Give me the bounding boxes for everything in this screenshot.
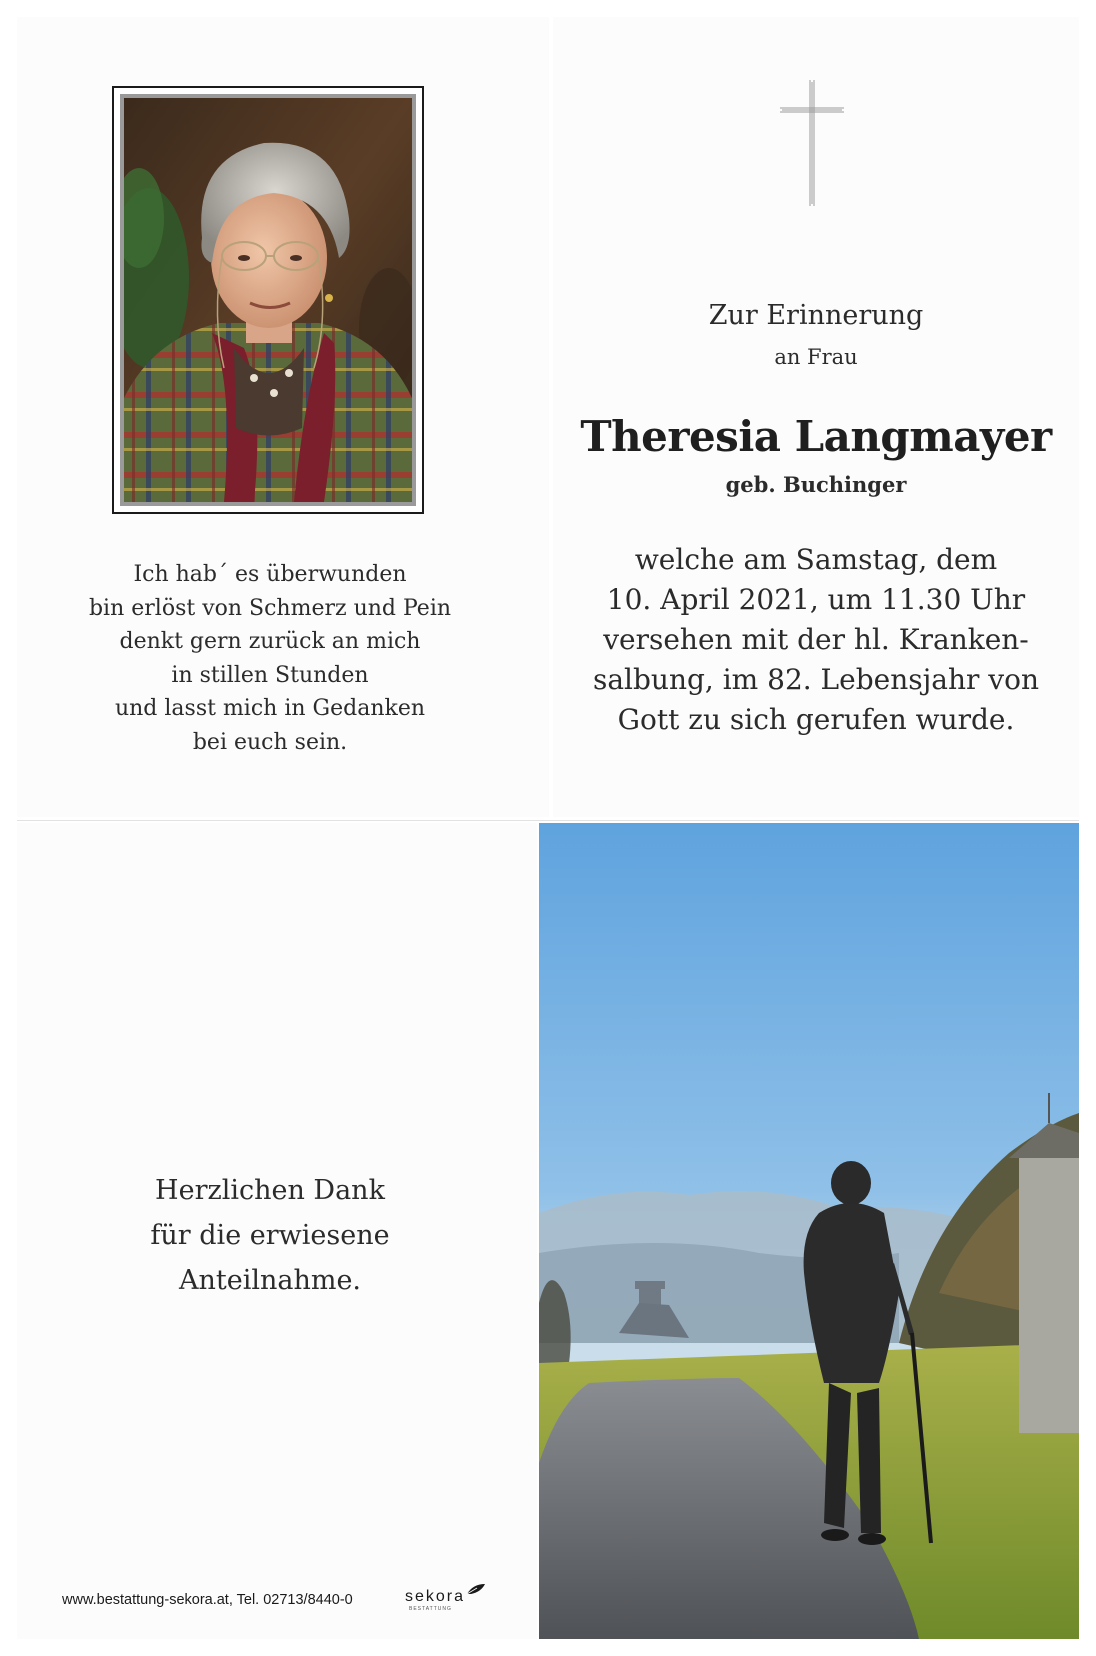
thanks-line: Herzlichen Dank xyxy=(155,1175,385,1206)
card-fold-line xyxy=(17,820,1079,821)
poem xyxy=(60,558,480,759)
funeral-home-contact: www.bestattung-sekora.at, Tel. 02713/8440-0 xyxy=(62,1592,353,1608)
notice-line: salbung, im 82. Lebensjahr von xyxy=(592,663,1040,696)
notice-line: 10. April 2021, um 11.30 Uhr xyxy=(606,583,1026,616)
deceased-name: Theresia Langmayer xyxy=(580,412,1052,461)
notice-line: versehen mit der hl. Kranken- xyxy=(603,623,1029,656)
poem-line: und lasst mich in Gedanken xyxy=(114,696,426,721)
notice-line: welche am Samstag, dem xyxy=(634,543,998,576)
logo-wordmark: sekora xyxy=(405,1588,466,1605)
portrait-mat xyxy=(120,94,416,506)
thanks-message xyxy=(60,1168,480,1303)
leaf-icon xyxy=(465,1582,487,1598)
landscape-photo xyxy=(539,823,1079,1639)
thanks-line: Anteilnahme. xyxy=(178,1265,362,1296)
portrait-photo xyxy=(124,98,412,502)
poem-line: Ich hab´ es überwunden xyxy=(133,562,407,587)
portrait-frame xyxy=(112,86,424,514)
logo-tagline: BESTATTUNG xyxy=(409,1606,452,1612)
memorial-heading: Zur Erinnerung xyxy=(708,300,924,331)
death-notice xyxy=(576,540,1056,740)
memorial-subheading: an Frau xyxy=(774,345,858,369)
thanks-line: für die erwiesene xyxy=(150,1220,390,1251)
cross-icon xyxy=(780,80,844,206)
poem-line: denkt gern zurück an mich xyxy=(119,629,421,654)
poem-line: bin erlöst von Schmerz und Pein xyxy=(88,595,452,621)
poem-line: in stillen Stunden xyxy=(171,662,369,688)
poem-line: bei euch sein. xyxy=(192,729,348,755)
birth-name: geb. Buchinger xyxy=(725,472,907,497)
funeral-home-logo xyxy=(405,1582,485,1614)
notice-line: Gott zu sich gerufen wurde. xyxy=(617,703,1015,736)
